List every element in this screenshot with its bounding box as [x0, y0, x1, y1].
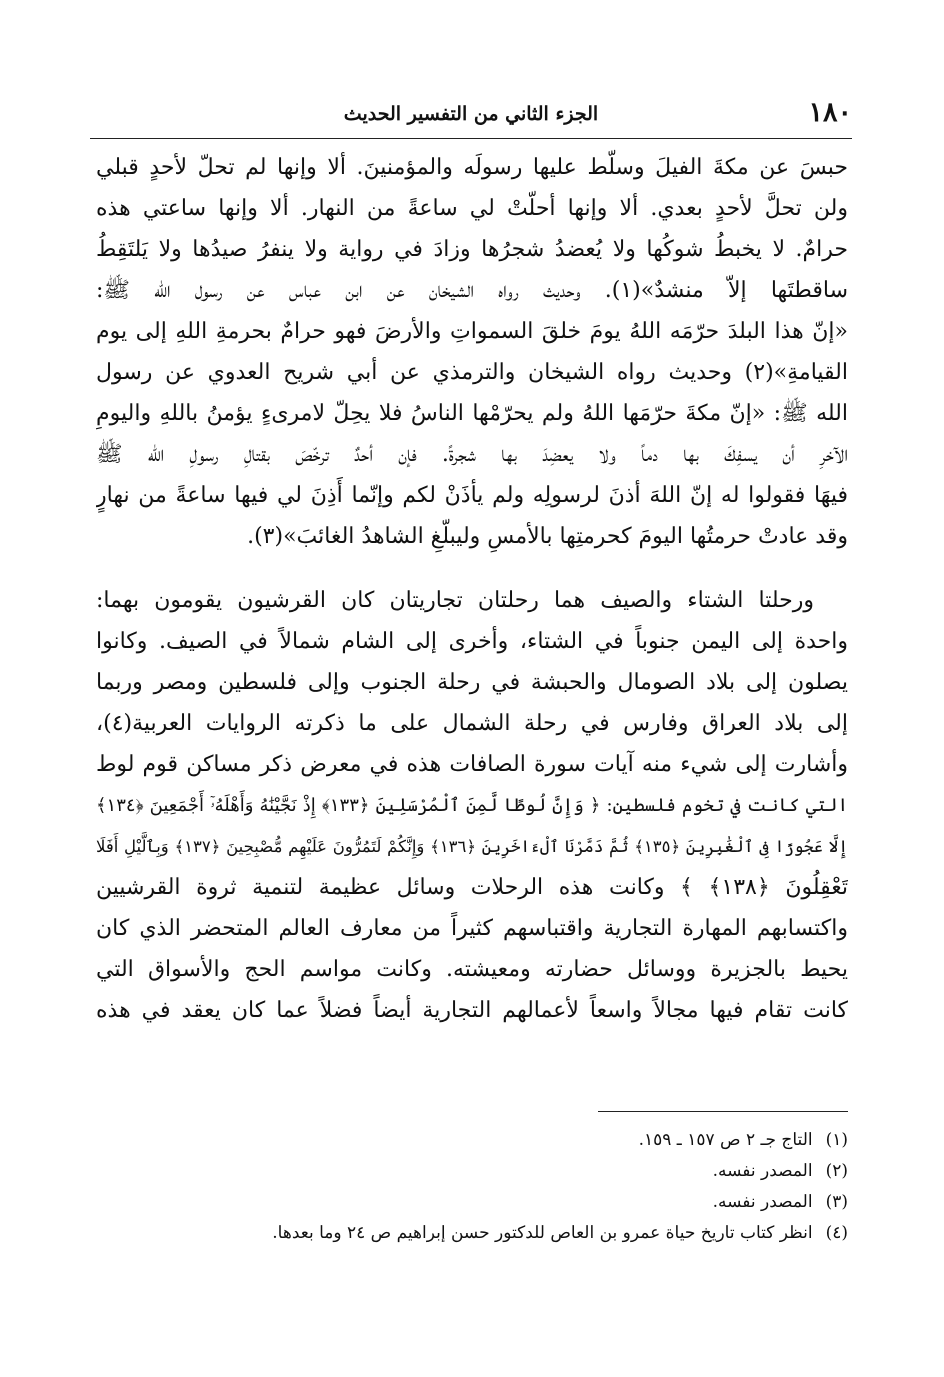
paragraph-1 — [96, 147, 848, 557]
text-line: الله ﷺ: «إنّ مكةَ حرّمَها اللهُ ولم يحرّمْها الناسُ فلا يحِلّ لامرىءٍ يؤمنُ باللهِ واليومِ — [96, 401, 848, 426]
footnote-separator — [598, 1111, 848, 1112]
footnote-text: المصدر نفسه. — [712, 1192, 813, 1212]
text-line: كانت تقام فيها مجالاً واسعاً لأعمالهم التجارية أيضاً فضلاً عما كان يعقد في هذه — [96, 998, 848, 1023]
quran-verse-line: تَعْقِلُونَ ﴿١٣٨﴾ ﴾ وكانت هذه الرحلات وسائل عظيمة لتنمية ثروة القرشيين — [96, 875, 848, 900]
footnote-text: المصدر نفسه. — [712, 1161, 813, 1181]
text-line: ورحلتا الشتاء والصيف هما رحلتان تجاريتان كان القرشيون يقومون بهما: — [96, 588, 814, 613]
paragraph-2 — [96, 580, 848, 1031]
footnote-4 — [96, 1218, 848, 1249]
footnote-2 — [96, 1156, 848, 1187]
quran-verse-line: التي كانت في تخوم فلسطين: ﴿ وَإِنَّ لُوطًا لَّمِنَ ٱلْمُرْسَلِينَ ﴿١٣٣﴾ إِذْ نَجَّيْنَٰهُ وَأَهْلَهُۥٓ أَجْمَعِينَ ﴿١٣٤﴾ — [96, 795, 848, 816]
footnote-number: (١) — [825, 1130, 848, 1150]
text-line: ساقطتَها إلاّ منشدٌ»(١). وحديث رواه الشيخان عن ابن عباس عن رسول الله ﷺ: — [96, 278, 848, 303]
text-line: واكتسابهم المهارة التجارية واقتباسهم كثيراً من معارف العالم المتحضر الذي كان — [96, 916, 848, 941]
text-line: ولن تحلَّ لأحدٍ بعدي. ألا وإنها أحلّتْ لي ساعةً من النهار. ألا وإنها ساعتي هذه — [96, 196, 848, 221]
text-line: حبسَ عن مكةَ الفيلَ وسلّط عليها رسولَه والمؤمنينَ. ألا وإنها لم تحلّ لأحدٍ قبلي — [96, 155, 848, 180]
text-line: وقد عادتْ حرمتُها اليومَ كحرمتِها بالأمسِ وليبلّغِ الشاهدُ الغائبَ»(٣). — [247, 524, 848, 549]
footnotes — [96, 1125, 848, 1249]
footnote-number: (٤) — [825, 1223, 848, 1243]
footnote-text: التاج جـ ٢ ص ١٥٧ ـ ١٥٩. — [638, 1130, 813, 1150]
text-line: القيامةِ»(٢) وحديث رواه الشيخان والترمذي عن أبي شريح العدوي عن رسول — [96, 360, 848, 385]
text-line: إلى بلاد العراق وفارس في رحلة الشمال على ما ذكرته الروايات العربية(٤)، — [96, 711, 848, 736]
text-line: الآخرِ أن يسفِكَ بها دماً ولا يعضِدَ بها شجرةً. فإن أحدٌ ترخّصَ بقتالِ رسولِ الله ﷺ — [96, 442, 848, 467]
text-line: فيهَا فقولوا له إنّ اللهَ أذنَ لرسولِه ولم يأذَنْ لكم وإنّما أَذِنَ لي فيها ساعةً من نهارٍ — [96, 483, 848, 508]
text-line: وأشارت إلى شيء منه آيات سورة الصافات هذه في معرض ذكر مساكن قوم لوط — [96, 752, 848, 777]
text-line: «إنّ هذا البلدَ حرّمَه اللهُ يومَ خلقَ السمواتِ والأرضَ فهو حرامٌ بحرمةِ اللهِ إلى يوم — [96, 319, 848, 344]
footnote-number: (٣) — [825, 1192, 848, 1212]
footnote-1 — [96, 1125, 848, 1156]
text-line: حرامٌ. لا يخبطُ شوكُها ولا يُعضدُ شجرُها وزادَ في رواية ولا ينفرُ صيدُها ولا يَلتَقِطُ — [96, 237, 848, 262]
footnote-number: (٢) — [825, 1161, 848, 1181]
header-rule — [90, 138, 852, 139]
quran-verse-line: إِلَّا عَجُوزًا فِى ٱلْغَٰبِرِينَ ﴿١٣٥﴾ ثُمَّ دَمَّرْنَا ٱلْءَاخَرِينَ ﴿١٣٦﴾ وَإِنَّكُمْ لَتَمُرُّونَ عَلَيْهِم مُّصْبِحِينَ ﴿١٣٧﴾ وَبِٱلَّيْلِ أَفَلَا — [96, 837, 848, 856]
paragraph-spacer — [96, 557, 848, 580]
main-text — [96, 147, 848, 1031]
page-header — [90, 96, 852, 136]
running-title: الجزء الثاني من التفسير الحديث — [343, 103, 599, 125]
page-number: ١٨٠ — [808, 97, 852, 128]
footnote-3 — [96, 1187, 848, 1218]
text-line: واحدة إلى اليمن جنوباً في الشتاء، وأخرى إلى الشام شمالاً في الصيف. وكانوا — [96, 629, 848, 654]
text-line: يصلون إلى بلاد الصومال والحبشة في رحلة الجنوب وإلى فلسطين ومصر وربما — [96, 670, 848, 695]
text-line: يحيط بالجزيرة ووسائل حضارته ومعيشته. وكانت مواسم الحج والأسواق التي — [96, 957, 848, 982]
footnote-text: انظر كتاب تاريخ حياة عمرو بن العاص للدكتور حسن إبراهيم ص ٢٤ وما بعدها. — [272, 1223, 813, 1243]
